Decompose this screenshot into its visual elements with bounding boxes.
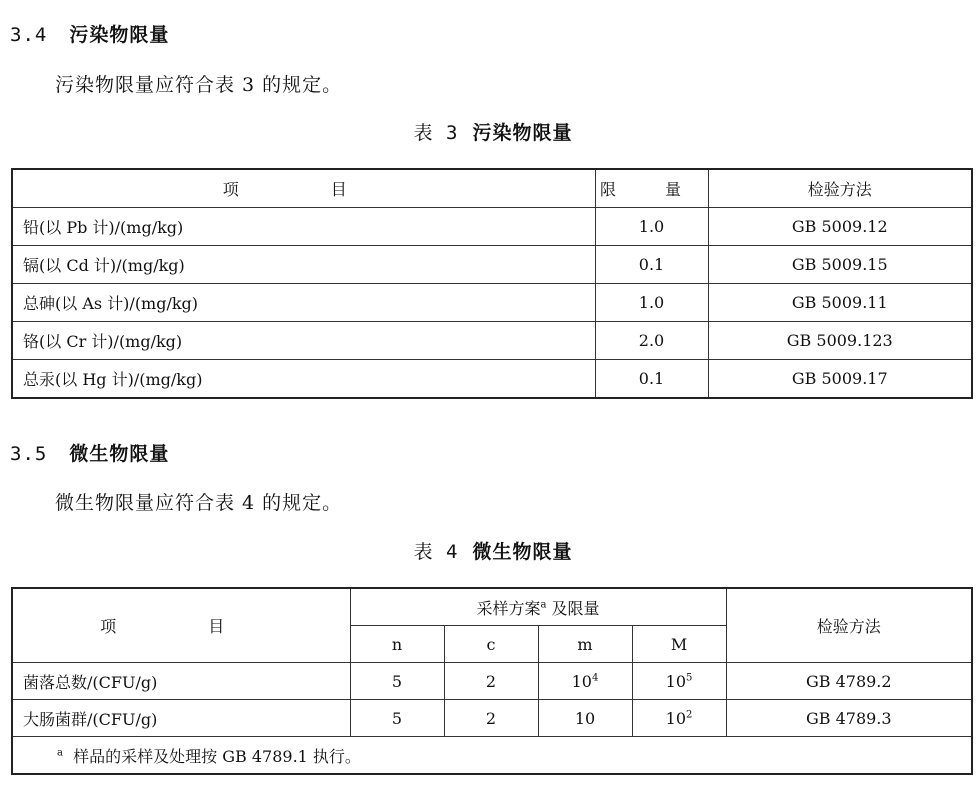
row-M bbox=[632, 700, 726, 737]
table-title: 污染物限量 bbox=[472, 122, 573, 144]
row-m bbox=[538, 663, 632, 700]
section-3-5-paragraph: 微生物限量应符合表 4 的规定。 bbox=[55, 492, 343, 514]
M-exponent: 2 bbox=[686, 709, 693, 721]
header-n: n bbox=[350, 626, 444, 663]
header-method: 检验方法 bbox=[708, 169, 972, 208]
section-number: 3.4 bbox=[10, 24, 48, 46]
table-header-row bbox=[12, 169, 972, 208]
table-row bbox=[12, 700, 972, 737]
row-limit: 1.0 bbox=[595, 284, 708, 322]
sampling-suffix: 及限量 bbox=[546, 598, 600, 618]
table-4-caption bbox=[0, 537, 980, 564]
row-limit: 0.1 bbox=[595, 360, 708, 399]
M-base: 10 bbox=[665, 671, 686, 691]
row-item: 总砷(以 As 计)/(mg/kg) bbox=[12, 284, 595, 322]
table-title: 微生物限量 bbox=[472, 541, 573, 563]
table-row bbox=[12, 284, 972, 322]
header-m: m bbox=[538, 626, 632, 663]
table-row bbox=[12, 663, 972, 700]
row-n: 5 bbox=[350, 700, 444, 737]
row-method: GB 4789.2 bbox=[726, 663, 972, 700]
m-base: 10 bbox=[571, 671, 592, 691]
row-method: GB 5009.12 bbox=[708, 208, 972, 246]
sampling-prefix: 采样方案 bbox=[476, 598, 541, 618]
row-c: 2 bbox=[444, 663, 538, 700]
row-limit: 2.0 bbox=[595, 322, 708, 360]
row-method: GB 5009.15 bbox=[708, 246, 972, 284]
row-limit: 1.0 bbox=[595, 208, 708, 246]
section-number: 3.5 bbox=[10, 443, 48, 465]
section-title: 微生物限量 bbox=[69, 443, 170, 465]
table-label: 表 4 bbox=[413, 541, 459, 563]
row-method: GB 5009.17 bbox=[708, 360, 972, 399]
M-exponent: 5 bbox=[686, 672, 693, 684]
section-3-5-heading bbox=[10, 439, 169, 466]
header-limit: 限 量 bbox=[595, 169, 708, 208]
table-footnote-row bbox=[12, 737, 972, 775]
row-item: 总汞(以 Hg 计)/(mg/kg) bbox=[12, 360, 595, 399]
row-limit: 0.1 bbox=[595, 246, 708, 284]
table-row bbox=[12, 360, 972, 399]
table-3-caption bbox=[0, 118, 980, 145]
header-item: 项 目 bbox=[12, 588, 350, 663]
table-4 bbox=[11, 587, 973, 775]
row-method: GB 4789.3 bbox=[726, 700, 972, 737]
m-exponent: 4 bbox=[591, 672, 599, 684]
row-item: 大肠菌群/(CFU/g) bbox=[12, 700, 350, 737]
footnote-marker: a bbox=[540, 599, 547, 611]
footnote-mark: a bbox=[57, 747, 63, 759]
m-base: 10 bbox=[574, 708, 596, 728]
table-row bbox=[12, 246, 972, 284]
row-method: GB 5009.123 bbox=[708, 322, 972, 360]
header-sampling-plan bbox=[350, 588, 726, 626]
table-footnote bbox=[12, 737, 972, 775]
row-method: GB 5009.11 bbox=[708, 284, 972, 322]
table-row bbox=[12, 208, 972, 246]
row-item: 铅(以 Pb 计)/(mg/kg) bbox=[12, 208, 595, 246]
footnote-text: 样品的采样及处理按 GB 4789.1 执行。 bbox=[73, 746, 361, 766]
section-title: 污染物限量 bbox=[69, 24, 170, 46]
row-M bbox=[632, 663, 726, 700]
table-3 bbox=[11, 168, 973, 399]
row-item: 铬(以 Cr 计)/(mg/kg) bbox=[12, 322, 595, 360]
header-M: M bbox=[632, 626, 726, 663]
row-n: 5 bbox=[350, 663, 444, 700]
row-item: 镉(以 Cd 计)/(mg/kg) bbox=[12, 246, 595, 284]
header-c: c bbox=[444, 626, 538, 663]
section-3-4-paragraph: 污染物限量应符合表 3 的规定。 bbox=[55, 74, 343, 96]
M-base: 10 bbox=[665, 708, 686, 728]
row-m bbox=[538, 700, 632, 737]
table-header-row bbox=[12, 588, 972, 626]
table-row bbox=[12, 322, 972, 360]
header-method: 检验方法 bbox=[726, 588, 972, 663]
row-item: 菌落总数/(CFU/g) bbox=[12, 663, 350, 700]
section-3-4-heading bbox=[10, 20, 169, 47]
header-item: 项 目 bbox=[12, 169, 595, 208]
table-label: 表 3 bbox=[413, 122, 459, 144]
row-c: 2 bbox=[444, 700, 538, 737]
